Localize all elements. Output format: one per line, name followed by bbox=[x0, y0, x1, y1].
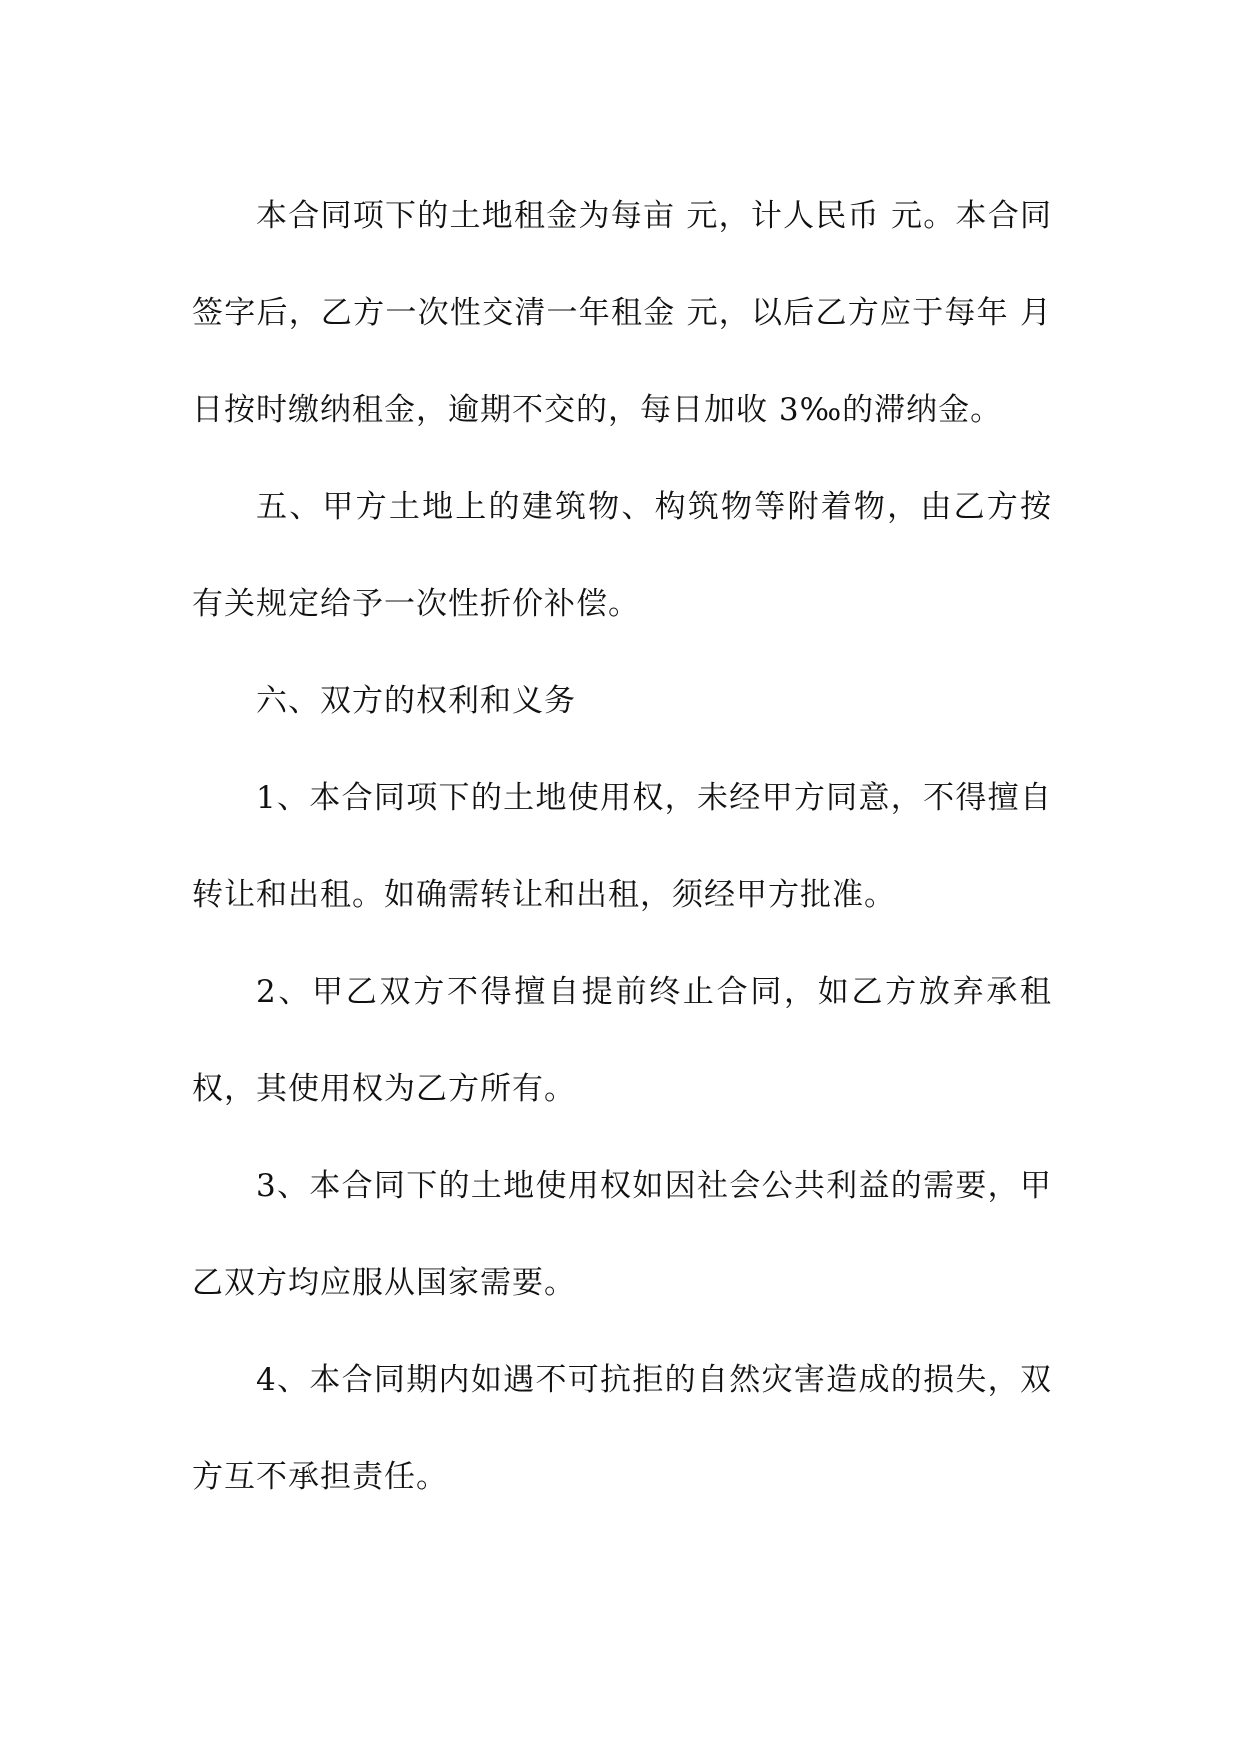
document-body bbox=[192, 168, 1052, 1526]
paragraph-clause-3: 3、本合同下的土地使用权如因社会公共利益的需要，甲乙双方均应服从国家需要。 bbox=[192, 1168, 1052, 1301]
paragraph-section-5: 五、甲方土地上的建筑物、构筑物等附着物，由乙方按有关规定给予一次性折价补偿。 bbox=[192, 489, 1052, 622]
paragraph-rent-terms: 本合同项下的土地租金为每亩 元，计人民币 元。本合同签字后，乙方一次性交清一年租金 元，以后乙方应于每年 月 日按时缴纳租金，逾期不交的，每日加收 3‰的滞纳金。 bbox=[192, 198, 1052, 428]
section-6-heading: 六、双方的权利和义务 bbox=[256, 683, 576, 719]
paragraph-clause-1: 1、本合同项下的土地使用权，未经甲方同意，不得擅自转让和出租。如确需转让和出租，须经甲方批准。 bbox=[192, 780, 1052, 913]
paragraph-clause-2: 2、甲乙双方不得擅自提前终止合同，如乙方放弃承租权，其使用权为乙方所有。 bbox=[192, 974, 1052, 1107]
paragraph-clause-4: 4、本合同期内如遇不可抗拒的自然灾害造成的损失，双方互不承担责任。 bbox=[192, 1362, 1052, 1495]
